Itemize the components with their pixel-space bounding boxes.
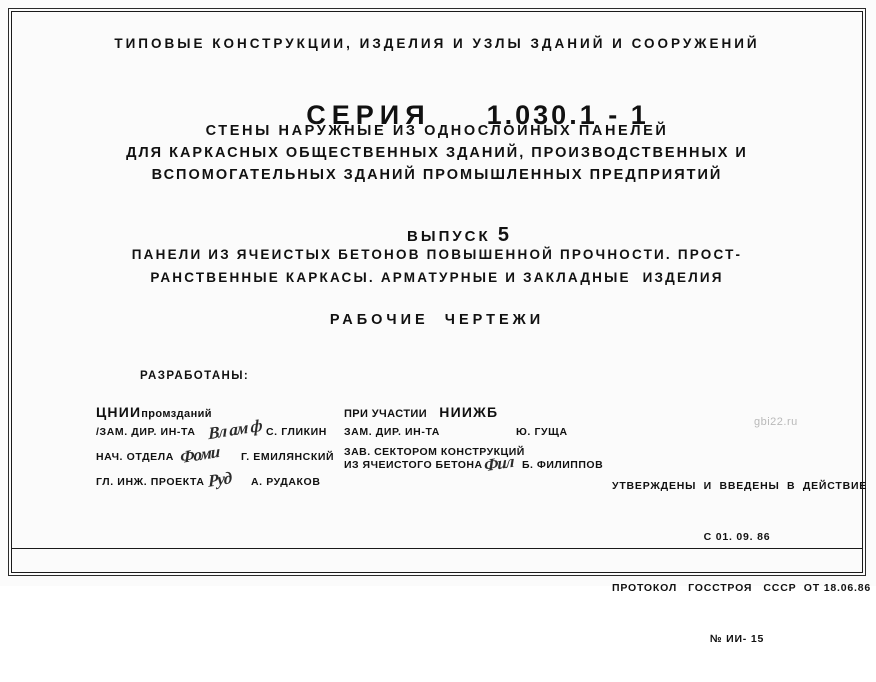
left-organization-rest: промзданий [141, 408, 212, 420]
approval-block [612, 444, 871, 682]
signature-role-line-2: ИЗ ЯЧЕИСТОГО БЕТОНА [344, 459, 483, 471]
handwritten-signature: Фил [484, 451, 514, 476]
signature-name: С. ГЛИКИН [266, 426, 327, 438]
approval-line-1: УТВЕРЖДЕНЫ И ВВЕДЕНЫ В ДЕЙСТВИЕ [612, 480, 868, 492]
signature-row [344, 422, 634, 446]
signature-name: Г. ЕМИЛЯНСКИЙ [241, 451, 335, 463]
signature-row-two-line [344, 446, 634, 480]
signature-name: А. РУДАКОВ [251, 476, 321, 488]
handwritten-signature: Руд [207, 468, 232, 491]
working-drawings-line: РАБОЧИЕ ЧЕРТЕЖИ [329, 312, 545, 328]
header-line: ТИПОВЫЕ КОНСТРУКЦИИ, ИЗДЕЛИЯ И УЗЛЫ ЗДАНИЙ И СООРУЖЕНИЙ [114, 36, 760, 51]
signature-name: Ю. ГУЩА [516, 426, 568, 438]
signature-role: /ЗАМ. ДИР. ИН-ТА [96, 426, 196, 438]
series-number: 1.030.1 - 1 [486, 100, 649, 130]
signature-row [96, 415, 366, 447]
issue-number: 5 [497, 224, 510, 246]
series-label: СЕРИЯ [306, 100, 431, 130]
description-line-1: ПАНЕЛИ ИЗ ЯЧЕИСТЫХ БЕТОНОВ ПОВЫШЕННОЙ ПРОЧНОСТИ. ПРОСТ- [131, 247, 743, 262]
participation-organization: НИИЖБ [439, 404, 499, 420]
watermark: gbi22.ru [754, 416, 798, 428]
participation-label: ПРИ УЧАСТИИ [344, 408, 428, 420]
signature-role: НАЧ. ОТДЕЛА [96, 451, 174, 463]
subtitle-line-1: СТЕНЫ НАРУЖНЫЕ ИЗ ОДНОСЛОЙНЫХ ПАНЕЛЕЙ [205, 123, 669, 139]
subtitle-line-3: ВСПОМОГАТЕЛЬНЫХ ЗДАНИЙ ПРОМЫШЛЕННЫХ ПРЕДПРИЯТИЙ [151, 167, 723, 183]
title-block-divider [12, 548, 862, 549]
signature-column-middle [344, 404, 634, 480]
approval-line-3: ПРОТОКОЛ ГОССТРОЯ СССР ОТ 18.06.86 [612, 582, 871, 594]
title-sheet [12, 12, 871, 645]
signature-row [96, 468, 366, 497]
signature-name: Б. ФИЛИППОВ [522, 459, 604, 471]
issue-label: ВЫПУСК [407, 228, 491, 245]
description-line-2: РАНСТВЕННЫЕ КАРКАСЫ. АРМАТУРНЫЕ И ЗАКЛАДНЫЕ ИЗДЕЛИЯ [150, 270, 724, 285]
handwritten-signature: Вл ам ф [208, 415, 262, 444]
subtitle-line-2: ДЛЯ КАРКАСНЫХ ОБЩЕСТВЕННЫХ ЗДАНИЙ, ПРОИЗВОДСТВЕННЫХ И [126, 145, 748, 161]
signature-column-left [96, 404, 366, 497]
developed-by-label: РАЗРАБОТАНЫ: [140, 370, 250, 382]
left-organization-abbr: ЦНИИ [96, 404, 142, 420]
signature-role: ГЛ. ИНЖ. ПРОЕКТА [96, 476, 205, 488]
approval-line-4: № ИИ- 15 [709, 633, 765, 645]
signature-role: ЗАМ. ДИР. ИН-ТА [344, 426, 440, 438]
approval-line-2: С 01. 09. 86 [703, 531, 771, 543]
participation-header [344, 404, 634, 420]
left-organization [96, 404, 366, 420]
signature-role-line-1: ЗАВ. СЕКТОРОМ КОНСТРУКЦИЙ [344, 446, 525, 458]
handwritten-signature: Фоми [180, 441, 220, 468]
